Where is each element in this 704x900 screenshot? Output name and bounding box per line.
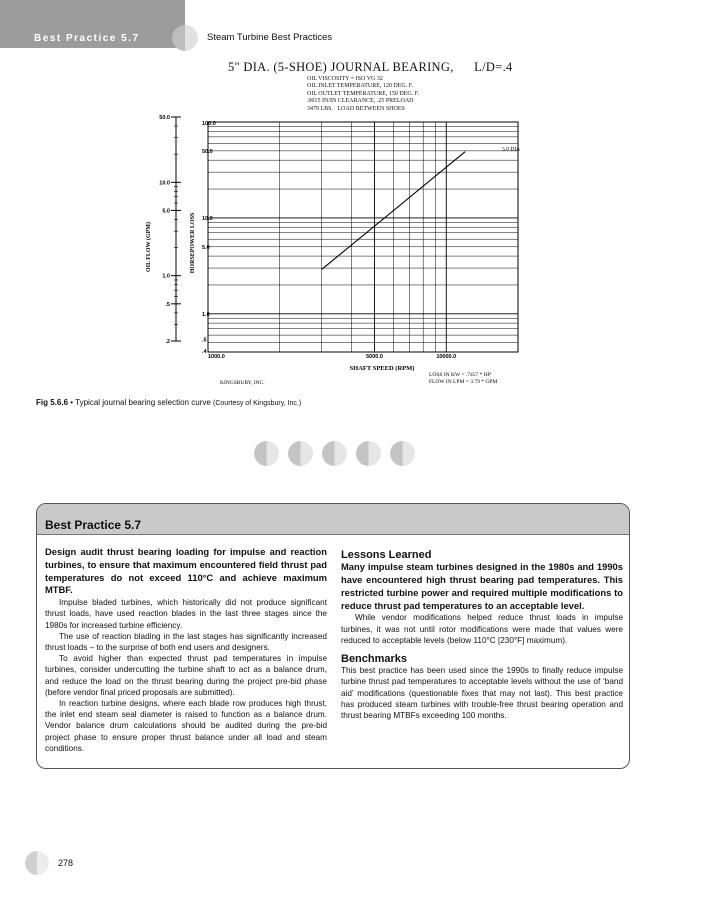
box-title: Best Practice 5.7 <box>45 518 142 532</box>
running-title: Steam Turbine Best Practices <box>207 32 333 43</box>
box-left-column <box>45 546 327 754</box>
lessons-heading: Lessons Learned <box>341 549 432 561</box>
box-header <box>37 504 629 535</box>
x-tick-labels <box>208 354 456 360</box>
condition-line: OIL VISCOSITY = ISO VG 32 <box>307 76 383 82</box>
y2-tick-label: 5.0 <box>162 208 170 215</box>
figure-caption <box>36 398 301 407</box>
lessons-text: While vendor modifications helped reduce thrust loads in impulse turbines, it was not until rotor modifications were made that values were reduced to acceptable levels (below 110°C [230°F] maximum). <box>341 613 623 645</box>
caption-text: Typical journal bearing selection curve <box>75 398 211 407</box>
section-tab-label: Best Practice 5.7 <box>34 33 140 44</box>
condition-line: 3479 LBS. LOAD BETWEEN SHOES <box>307 105 405 112</box>
bearing-selection-chart <box>0 0 704 400</box>
y2-tick-label: 1.0 <box>162 273 170 280</box>
conversion-loss: LOSS IN KW = .7457 * HP <box>429 372 491 378</box>
y2-tick-label: .5 <box>165 301 170 308</box>
caption-bullet: • <box>70 398 74 407</box>
box-lead: Design audit thrust bearing loading for impulse and reaction turbines, to ensure that maximum encountered field thrust pad temperatures do not exceed 110°C and achieve maximum MTBF. <box>45 546 327 596</box>
conversion-flow: FLOW IN LPM = 3.79 * GPM <box>429 379 498 385</box>
y-tick-label: .5 <box>202 337 207 344</box>
y-tick-label: 50.0 <box>202 148 213 155</box>
y-tick-label: 10.0 <box>202 215 213 222</box>
condition-line: OIL INLET TEMPERATURE, 120 DEG. F. <box>307 83 414 90</box>
x-axis-label: SHAFT SPEED (RPM) <box>349 365 415 372</box>
y2-tick-label: 10.0 <box>159 180 170 187</box>
condition-line: .0015 IN/IN CLEARANCE, .25 PRELOAD <box>307 98 414 105</box>
benchmarks-text: This best practice has been used since the 1990s to finally reduce impulse turbine thrust pad temperatures to acceptable levels without the use of ‘band aid’ modifications (questionable fixes that may not last). This best practice has produced steam turbines with trouble-free thrust bearing operation and thrust bearing MTBFs exceeding 100 months. <box>341 666 623 721</box>
y-tick-labels <box>202 121 216 355</box>
page-number: 278 <box>58 858 74 868</box>
y-tick-label: 1.0 <box>202 311 210 318</box>
caption-label: Fig 5.6.6 <box>36 398 69 407</box>
divider-dot <box>288 441 313 466</box>
lessons-lead: Many impulse steam turbines designed in the 1980s and 1990s have encountered high thrust bearing pad temperatures. This restricted turbine power and required multiple modifications to reduce thrust pad temperatures to an acceptable level. <box>341 561 623 611</box>
y2-tick-labels <box>159 115 181 345</box>
series-label: 5.0 DIA <box>502 146 521 153</box>
y-tick-label: .4 <box>202 349 207 355</box>
section-divider-dots <box>254 441 415 466</box>
plot-frame <box>208 122 521 352</box>
box-paragraph: To avoid higher than expected thrust pad temperatures in impulse turbines, consider undercutting the turbine shaft to act as a balance drum, and reduce the load on the thrust bearing during the project pre-bid phase (before vendor final priced proposals are submitted). <box>45 654 327 697</box>
page-disc-ornament <box>25 851 49 875</box>
x-tick-label: 5000.0 <box>366 354 383 360</box>
box-paragraph: In reaction turbine designs, where each blade row produces high thrust, the inlet end steam seal diameter is raised to function as a balance drum. Vendor balance drum calculations should be audited during the pre-bid project phase to ensure proper thrust balance under all load and steam conditions. <box>45 699 327 753</box>
box-paragraph: Impulse bladed turbines, which historically did not produce significant thrust loads, have used reaction blades in the last three stages since the 1980s for increased turbine efficiency. <box>45 598 327 630</box>
chart-credit: KINGSBURY, INC. <box>220 380 265 386</box>
divider-dot <box>254 441 279 466</box>
divider-dot <box>356 441 381 466</box>
best-practice-box <box>36 503 630 769</box>
chart-grid <box>208 122 521 352</box>
benchmarks-heading: Benchmarks <box>341 653 408 665</box>
figure-title: 5" DIA. (5-SHOE) JOURNAL BEARING, L/D=.4 <box>228 60 513 74</box>
y-tick-label: 5.0 <box>202 244 210 251</box>
divider-dot <box>322 441 347 466</box>
y2-axis-label: OIL FLOW (GPM) <box>146 222 152 272</box>
divider-dot <box>390 441 415 466</box>
y2-tick-label: 50.0 <box>159 115 170 121</box>
condition-line: OIL OUTLET TEMPERATURE, 150 DEG. F. <box>307 90 420 97</box>
x-tick-label: 1000.0 <box>208 354 225 360</box>
box-right-column <box>341 550 623 721</box>
x-tick-label: 10000.0 <box>436 354 457 360</box>
y-tick-label: 100.0 <box>202 121 216 127</box>
box-paragraph: The use of reaction blading in the last stages has significantly increased thrust loads – to the surprise of both end users and designers. <box>45 631 327 652</box>
y2-tick-label: .2 <box>165 339 170 345</box>
caption-credit: (Courtesy of Kingsbury, Inc.) <box>213 400 302 407</box>
y-axis-label: HORSEPOWER LOSS <box>190 212 196 274</box>
